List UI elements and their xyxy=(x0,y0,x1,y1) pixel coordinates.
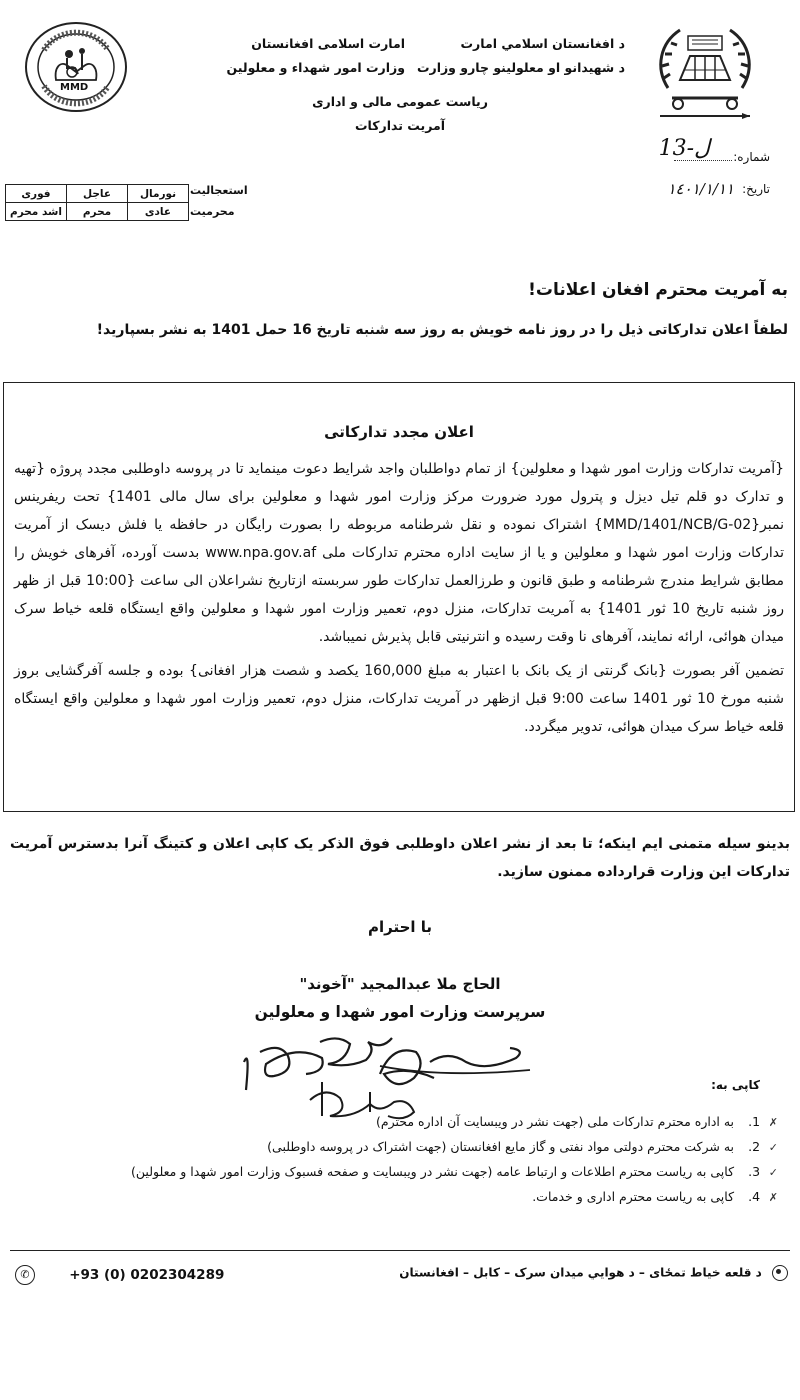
date-handwritten: ١٤٠١/١/١١ xyxy=(667,180,734,198)
ministry-name-pashto: د شهيدانو او معلولينو چارو وزارت xyxy=(416,60,625,75)
copy-text: کاپی به ریاست محترم اطلاعات و ارتباط عامه (جهت نشر در ویبسایت و صفحه فسبوک وزارت امور شهدا و معلولین) xyxy=(131,1164,735,1179)
footer-address: د قلعه خیاط تمځای – د هوايي میدان سرک – کابل – افغانستان xyxy=(399,1265,762,1280)
footer-divider xyxy=(10,1250,790,1251)
confidentiality-confidential: محرم xyxy=(67,203,128,221)
check-mark-icon: ✓ xyxy=(768,1166,778,1179)
copy-number: 3. xyxy=(748,1164,761,1179)
urgency-label: استعجالیت xyxy=(190,184,248,197)
emirate-name-pashto: د افغانستان اسلامي امارت xyxy=(460,36,625,51)
copy-item xyxy=(18,1160,778,1185)
salutation: به آمریت محترم افغان اعلانات! xyxy=(528,280,788,300)
regards: با احترام xyxy=(367,918,433,936)
copy-item xyxy=(18,1110,778,1135)
copy-text: کاپی به ریاست محترم اداری و خدمات. xyxy=(532,1189,735,1204)
footer-phone: +93 (0) 0202304289 xyxy=(69,1266,225,1283)
confidentiality-top-secret: اشد محرم xyxy=(6,203,67,221)
notice-title: اعلان مجدد تدارکاتی xyxy=(324,423,474,441)
check-mark-icon: ✗ xyxy=(768,1116,778,1129)
copies-list xyxy=(18,1110,778,1210)
date-label: تاریخ: xyxy=(742,182,770,196)
tender-notice-box xyxy=(3,382,795,812)
footer-address-block xyxy=(368,1265,788,1281)
notice-paragraph-2: تضمین آفر بصورت {بانک گرنتی از یک بانک با اعتبار به مبلغ 160,000 یکصد و شصت هزار افغانی} بوده و جلسه آفرگشایی بروز شنبه مورخ 10 ثور 1401 ساعت 9:00 قبل ازظهر در آمریت تدارکات، منزل دوم، تعمیر وزارت امور شهدا و معلولین واقع ایستگاه قلعه خیاط سرک میدان هوائی، تدویر میگردد. xyxy=(14,663,785,735)
copy-item xyxy=(18,1135,778,1160)
urgency-normal: نورمال xyxy=(128,185,189,203)
directorate-name: ریاست عمومی مالی و اداری xyxy=(312,94,488,109)
number-label: شماره: xyxy=(733,150,770,164)
confidentiality-label: محرمیت xyxy=(190,205,235,218)
signatory-title: سرپرست وزارت امور شهدا و معلولین xyxy=(254,1003,546,1021)
check-mark-icon: ✓ xyxy=(768,1141,778,1154)
ministry-seal-icon xyxy=(22,20,130,115)
department-name: آمریت تدارکات xyxy=(355,118,445,133)
urgency-urgent: عاجل xyxy=(67,185,128,203)
emirate-emblem-icon xyxy=(650,18,760,123)
publication-request: لطفاً اعلان تدارکاتی ذیل را در روز نامه خویش به روز سه شنبه تاریخ 16 حمل 1401 به نشر بسپارید! xyxy=(96,322,788,338)
signatory-name: الحاج ملا عبدالمجید "آخوند" xyxy=(299,975,501,993)
priority-grid xyxy=(5,184,189,221)
letter-number xyxy=(610,136,770,172)
copy-number: 4. xyxy=(748,1189,761,1204)
letter-date xyxy=(610,180,770,202)
copy-text: به اداره محترم تدارکات ملی (جهت نشر در ویبسایت آن اداره محترم) xyxy=(375,1114,735,1129)
notice-paragraph-1: {آمریت تدارکات وزارت امور شهدا و معلولین} از تمام دواطلبان واجد شرایط دعوت مینماید تا در پروسه داوطلبی مجدد پروژه {تهیه و تدارک دو قلم تیل دیزل و پترول مورد ضرورت مرکز وزارت امور شهدا و معلولین برای سال مالی 1401} تحت ریفرینس نمبر{MMD/1401/NCB/G-02} اشتراک نموده و نقل شرطنامه مربوطه را بصورت رایگان در حافظه یا فلش دیسک از آمریت تدارکات وزارت امور شهدا و معلولین و یا از سایت اداره محترم تدارکات ملی www.npa.gov.af بدست آورده، آفرهای خویش را مطابق شرایط مندرج شرطنامه و طبق قانون و طرزالعمل تدارکات طور سربسته ازتاریخ نشراعلان الی ساعت {10:00 قبل از ظهر روز شنبه تاریخ 10 ثور 1401} به آمریت تدارکات، منزل دوم، تعمیر وزارت امور شهدا و معلولین واقع ایستگاه قلعه خیاط سرک میدان هوائی، ارائه نمایند، آفرهای نا وقت رسیده و انترنیتی قابل پذیرش نمیباشد. xyxy=(14,461,785,645)
number-handwritten: ل-13 xyxy=(658,136,710,161)
copies-label: کاپی به: xyxy=(711,1078,760,1092)
confidentiality-normal: عادی xyxy=(128,203,189,221)
ministry-name-dari: وزارت امور شهداء و معلولین xyxy=(226,60,405,75)
location-pin-icon xyxy=(772,1265,788,1281)
copy-number: 1. xyxy=(748,1114,761,1129)
copy-number: 2. xyxy=(748,1139,761,1154)
footer-phone-block xyxy=(15,1265,235,1285)
closing-request: بدینو سیله متمنی ایم اینکه؛ تا بعد از نشر اعلان داوطلبی فوق الذکر یک کاپی اعلان و کتینگ آنرا بدسترس آمریت تدارکات این وزارت قرارداده ممنون سازید. xyxy=(10,836,790,880)
copy-item xyxy=(18,1185,778,1210)
emirate-name-dari: امارت اسلامی افغانستان xyxy=(251,36,405,51)
urgency-immediate: فوری xyxy=(6,185,67,203)
seal-monogram: MMD xyxy=(60,82,89,93)
check-mark-icon: ✗ xyxy=(768,1191,778,1204)
copy-text: به شرکت محترم دولتی مواد نفتی و گاز مایع افغانستان (جهت اشتراک در پروسه داوطلبی) xyxy=(267,1139,735,1154)
phone-icon: ✆ xyxy=(15,1265,35,1285)
